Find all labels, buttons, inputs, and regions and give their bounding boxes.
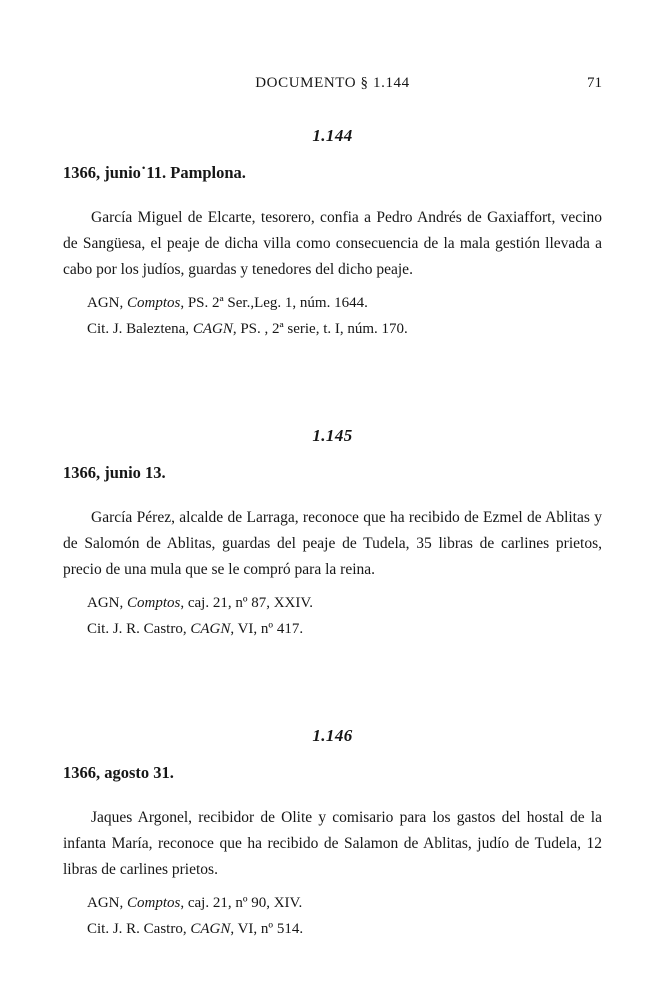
citation-source-italic: Comptos — [127, 595, 181, 611]
entry-citations — [63, 590, 602, 642]
entry-citations — [63, 890, 602, 942]
citation-source-italic: Comptos — [127, 895, 181, 911]
citation-prefix: Cit. J. Baleztena, — [87, 321, 193, 337]
citation-prefix: Cit. J. R. Castro, — [87, 621, 191, 637]
document-entry-1146 — [63, 725, 602, 942]
entry-number: 1.146 — [312, 726, 353, 745]
running-header-title: DOCUMENTO § 1.144 — [255, 75, 410, 91]
citation-reference — [87, 316, 602, 342]
entry-summary: García Miguel de Elcarte, tesorero, confia a Pedro Andrés de Gaxiaffort, vecino de Sangüesa, el peaje de dicha villa como consecuencia de la mala gestión llevada a cabo por los judíos, guardas y tenedores del dicho peaje. — [63, 209, 602, 278]
citation-source-italic: CAGN — [190, 621, 231, 637]
document-entry-1145 — [63, 425, 602, 642]
entry-summary: García Pérez, alcalde de Larraga, reconoce que ha recibido de Ezmel de Ablitas y de Salomón de Ablitas, guardas del peaje de Tudela, 35 libras de carlines prietos, precio de una mula que se le compró para la reina. — [63, 509, 602, 578]
citation-reference — [87, 616, 602, 642]
document-entry-1144 — [63, 125, 602, 342]
citation-archive — [87, 890, 602, 916]
citation-suffix: , PS. 2ª Ser.,Leg. 1, núm. 1644. — [180, 295, 368, 311]
citation-prefix: AGN, — [87, 295, 127, 311]
citation-archive — [87, 290, 602, 316]
citation-suffix: , VI, nº 417. — [230, 621, 304, 637]
citation-reference — [87, 916, 602, 942]
citation-archive — [87, 590, 602, 616]
running-header — [63, 73, 602, 93]
citation-suffix: , caj. 21, nº 87, XXIV. — [180, 595, 314, 611]
citation-source-italic: Comptos — [127, 295, 181, 311]
entry-date-heading: 1366, agosto 31. — [63, 763, 174, 782]
citation-prefix: AGN, — [87, 895, 127, 911]
citation-source-italic: CAGN — [192, 321, 233, 337]
entry-date-heading: 1366, junio 13. — [63, 463, 166, 482]
citation-prefix: Cit. J. R. Castro, — [87, 921, 191, 937]
page-number: 71 — [587, 75, 602, 91]
entry-date-heading: 1366, junio˙11. Pamplona. — [63, 163, 246, 182]
citation-suffix: , PS. , 2ª serie, t. I, núm. 170. — [232, 321, 408, 337]
citation-suffix: , caj. 21, nº 90, XIV. — [180, 895, 303, 911]
entry-citations — [63, 290, 602, 342]
entry-number: 1.144 — [312, 126, 353, 145]
citation-prefix: AGN, — [87, 595, 127, 611]
entry-summary: Jaques Argonel, recibidor de Olite y comisario para los gastos del hostal de la infanta María, reconoce que ha recibido de Salamon de Ablitas, judío de Tudela, 12 libras de carlines prietos. — [63, 809, 602, 878]
entry-number: 1.145 — [312, 426, 353, 445]
citation-source-italic: CAGN — [190, 921, 231, 937]
citation-suffix: , VI, nº 514. — [230, 921, 304, 937]
